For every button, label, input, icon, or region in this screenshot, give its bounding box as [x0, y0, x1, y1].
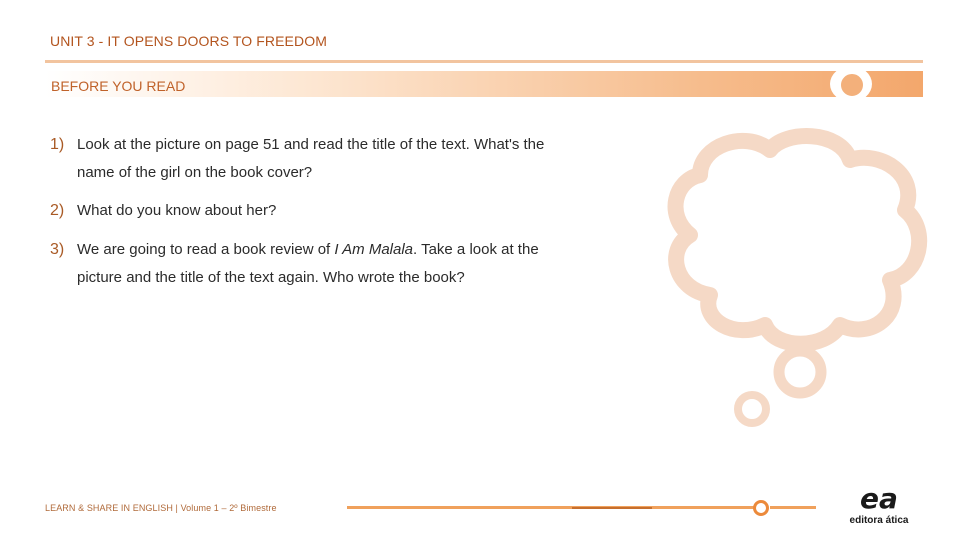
- section-label: BEFORE YOU READ: [51, 78, 186, 94]
- question-number: 1): [50, 136, 65, 153]
- footer-circle: [753, 500, 769, 516]
- question-text: Look at the picture on page 51 and read the title of the text. What's the name of the girl on the book cover?: [77, 136, 545, 181]
- footer-text: LEARN & SHARE IN ENGLISH | Volume 1 – 2º Bimestre: [45, 503, 277, 513]
- logo-text: editora ática: [849, 515, 909, 526]
- publisher-logo: [846, 483, 912, 529]
- question-text: [77, 236, 557, 292]
- book-title: I Am Malala: [334, 241, 414, 258]
- footer-line-accent: [572, 507, 652, 509]
- question-number: 3): [50, 241, 65, 258]
- question-text: What do you know about her?: [77, 202, 277, 219]
- ea-logo-icon: [854, 483, 904, 513]
- unit-title: UNIT 3 - IT OPENS DOORS TO FREEDOM: [50, 33, 327, 49]
- footer-line: [347, 506, 755, 509]
- question-number: 2): [50, 202, 65, 219]
- question-text-start: We are going to read a book review of: [77, 241, 335, 258]
- logo-mark-text: ea: [860, 483, 898, 513]
- footer-line-end: [770, 506, 816, 509]
- question-text-end: . Take a look at the picture and the title of the text again. Who wrote the book?: [77, 241, 539, 286]
